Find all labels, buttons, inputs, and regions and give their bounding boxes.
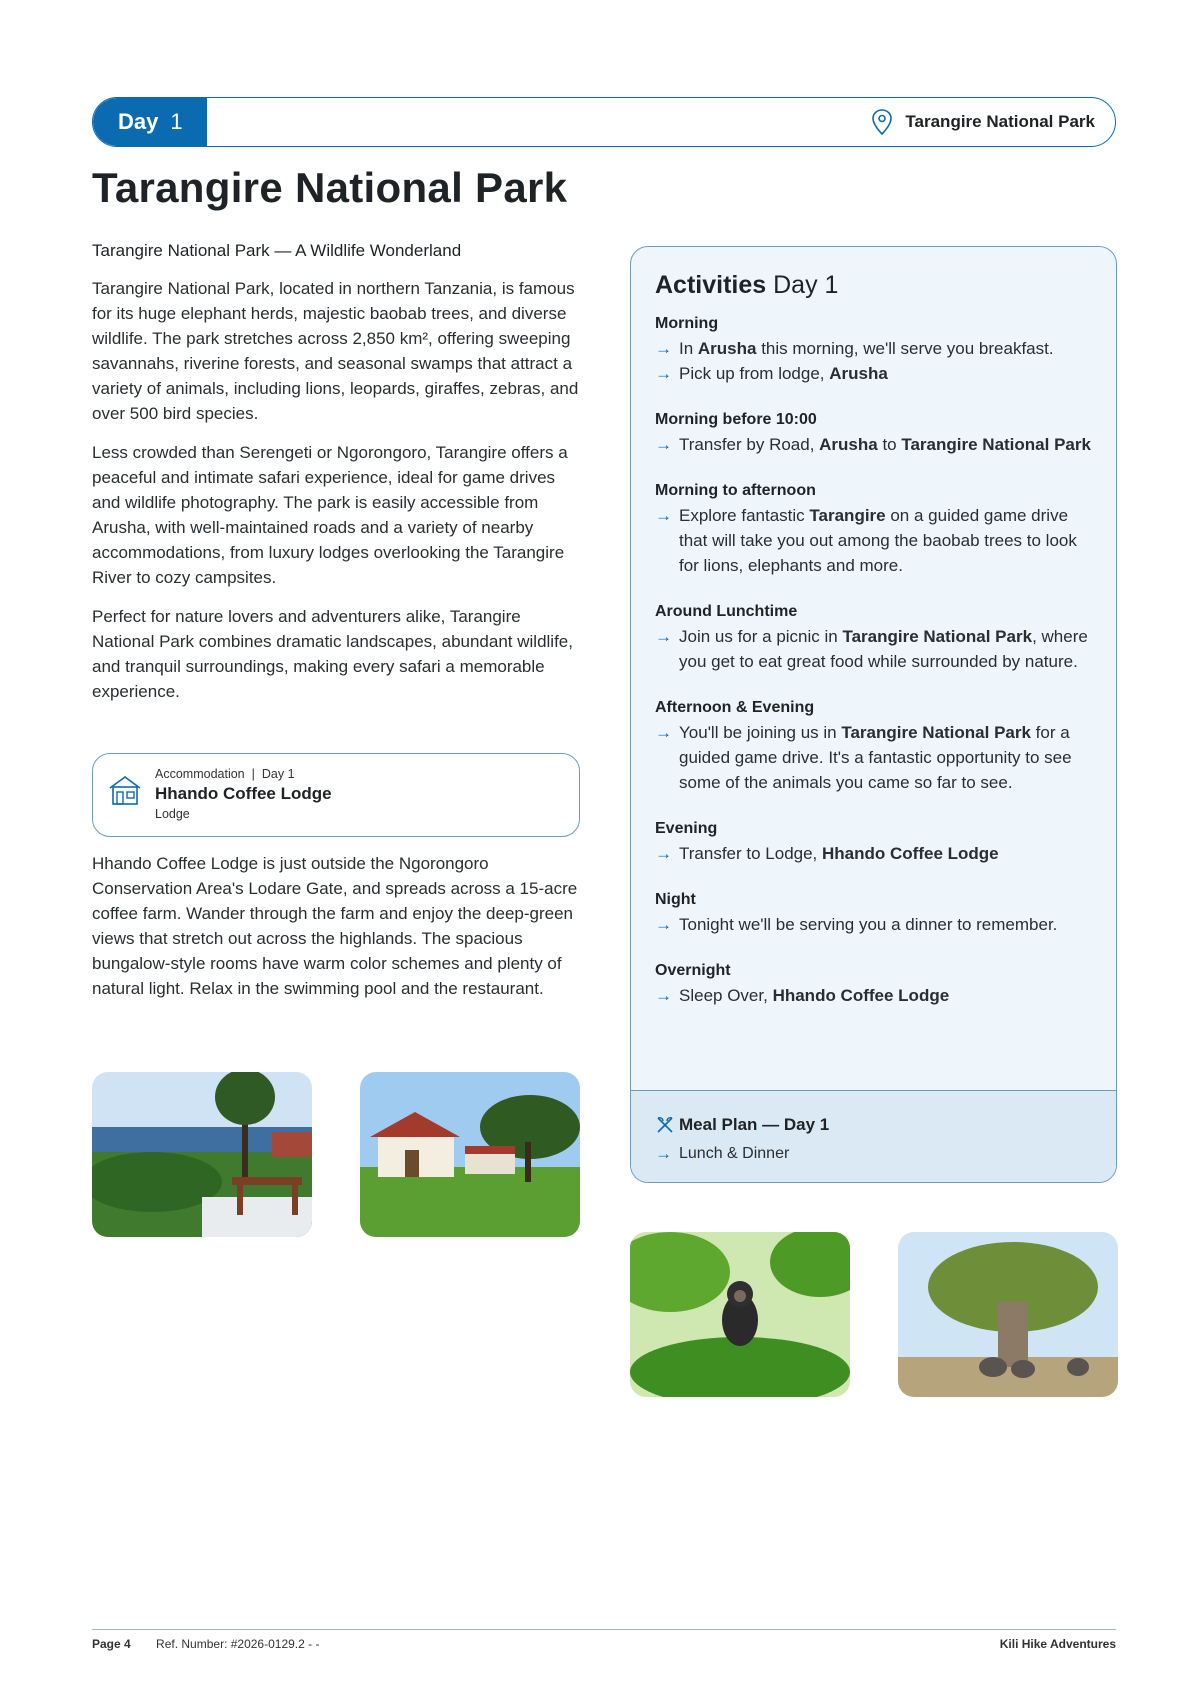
accommodation-meta: Accommodation | Day 1	[155, 767, 295, 781]
arrow-right-icon: →	[655, 435, 672, 454]
activity-item: → Tonight we'll be serving you a dinner to remember.	[655, 912, 1092, 937]
meal-plan-text: Lunch & Dinner	[679, 1145, 790, 1162]
meal-plan	[631, 1090, 1116, 1182]
activity-slot	[655, 479, 1092, 578]
activity-slot	[655, 312, 1092, 386]
accommodation-card[interactable]	[92, 753, 580, 837]
activity-item: → Sleep Over, Hhando Coffee Lodge	[655, 983, 1092, 1008]
activity-slot	[655, 408, 1092, 457]
day-location-label: Tarangire National Park	[905, 112, 1095, 131]
activity-slot	[655, 817, 1092, 866]
footer-divider	[92, 1629, 1116, 1630]
intro-paragraph: Less crowded than Serengeti or Ngorongoro, Tarangire offers a peaceful and intimate safari experience, ideal for game drives and wildlife photography. The park is easily accessible from Arusha, with well-maintained roads and a variety of nearby accommodations, from luxury lodges overlooking the Tarangire River to cozy campsites.	[92, 443, 568, 587]
activity-item: → Explore fantastic Tarangire on a guided game drive that will take you out among the baobab trees to look for lions, elephants and more.	[655, 503, 1092, 578]
day-badge	[93, 98, 207, 146]
cutlery-icon	[655, 1115, 675, 1135]
arrow-right-icon: →	[655, 915, 672, 934]
lodge-terrace-photo	[92, 1072, 312, 1237]
activity-slot-label: Night	[655, 891, 696, 908]
activity-slot	[655, 959, 1092, 1008]
company-name: Kili Hike Adventures	[999, 1637, 1116, 1651]
activity-slot-label: Morning before 10:00	[655, 411, 817, 428]
activity-item: → In Arusha this morning, we'll serve you breakfast.	[655, 336, 1092, 361]
arrow-right-icon: →	[655, 844, 672, 863]
intro-paragraph: Perfect for nature lovers and adventurers alike, Tarangire National Park combines dramatic landscapes, abundant wildlife, and tranquil surroundings, making every safari a memorable experience.	[92, 607, 573, 701]
activity-item: → You'll be joining us in Tarangire National Park for a guided game drive. It's a fantastic opportunity to see some of the animals you came so far to see.	[655, 720, 1092, 795]
meal-plan-title	[655, 1113, 1092, 1137]
arrow-right-icon: →	[655, 339, 672, 358]
reference-number: Ref. Number: #2026-0129.2 - -	[156, 1637, 320, 1651]
accommodation-type: Lodge	[155, 807, 190, 821]
intro-subtitle: Tarangire National Park — A Wildlife Wonderland	[92, 241, 462, 260]
day-location	[871, 108, 1115, 136]
monkey-photo	[630, 1232, 850, 1397]
activity-item: → Transfer by Road, Arusha to Tarangire National Park	[655, 432, 1092, 457]
activity-slot-label: Overnight	[655, 962, 731, 979]
activities-panel	[630, 246, 1117, 1183]
activity-slot	[655, 600, 1092, 674]
location-pin-icon	[871, 108, 893, 136]
activities-title-day: Day 1	[773, 271, 839, 299]
page-number: Page 4	[92, 1637, 131, 1651]
activity-slot-label: Afternoon & Evening	[655, 699, 815, 716]
intro-paragraph: Tarangire National Park, located in northern Tanzania, is famous for its huge elephant herds, majestic baobab trees, and diverse wildlife. The park stretches across 2,850 km², offering sweeping savannahs, riverine forests, and seasonal swamps that attract a variety of animals, including lions, leopards, giraffes, zebras, and over 500 bird species.	[92, 279, 579, 423]
activity-item: → Join us for a picnic in Tarangire National Park, where you get to eat great food while surrounded by nature.	[655, 624, 1092, 674]
day-header-bar	[92, 97, 1116, 147]
accommodation-description: Hhando Coffee Lodge is just outside the Ngorongoro Conservation Area's Lodare Gate, and spreads across a 15-acre coffee farm. Wander through the farm and enjoy the deep-green views that stretch out across the highlands. The spacious bungalow-style rooms have warm color schemes and plenty of natural light. Relax in the swimming pool and the restaurant.	[92, 854, 578, 998]
activity-slot-label: Around Lunchtime	[655, 603, 798, 620]
activity-slot-label: Morning to afternoon	[655, 482, 816, 499]
accommodation-meta-label: Accommodation	[155, 767, 245, 781]
page-title: Tarangire National Park	[92, 164, 568, 211]
activity-slot	[655, 696, 1092, 795]
arrow-right-icon: →	[655, 723, 672, 742]
arrow-right-icon: →	[655, 627, 672, 646]
meal-plan-title-text: Meal Plan — Day 1	[679, 1115, 830, 1134]
page-footer	[92, 1637, 1116, 1651]
arrow-right-icon: →	[655, 364, 672, 383]
activity-item: → Pick up from lodge, Arusha	[655, 361, 1092, 386]
arrow-right-icon: →	[655, 986, 672, 1005]
arrow-right-icon: →	[655, 506, 672, 525]
lodge-bungalow-photo	[360, 1072, 580, 1237]
day-word: Day	[118, 109, 159, 134]
accommodation-meta-day: Day 1	[261, 767, 295, 781]
activity-slot-label: Evening	[655, 820, 718, 837]
meal-plan-item	[655, 1142, 1092, 1166]
arrow-right-icon: →	[655, 1144, 672, 1163]
activity-item: → Transfer to Lodge, Hhando Coffee Lodge	[655, 841, 1092, 866]
activities-title-bold: Activities	[655, 271, 767, 299]
day-number: 1	[170, 109, 183, 134]
house-icon	[107, 766, 145, 836]
baobab-elephants-photo	[898, 1232, 1118, 1397]
activities-title	[655, 271, 1092, 300]
intro-section	[92, 238, 582, 718]
activity-slot	[655, 888, 1092, 937]
activity-slot-label: Morning	[655, 315, 719, 332]
accommodation-name: Hhando Coffee Lodge	[155, 784, 332, 803]
